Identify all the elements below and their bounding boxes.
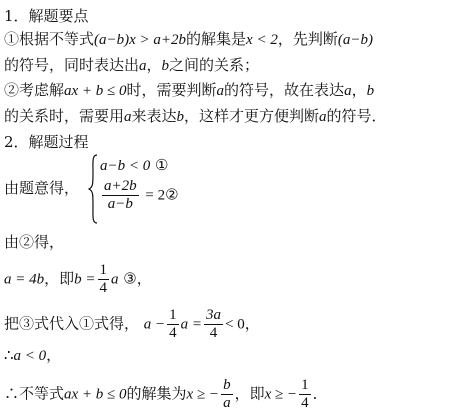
point-1-line-2: 的符号，同时表达出a，b之间的关系； xyxy=(4,56,260,74)
a-eq-line: a = 4b，即b = $\frac{1}{4}$ a ③， xyxy=(4,262,152,296)
fraction: $\frac{b}{a}$ xyxy=(223,377,231,411)
section-2-title: 2．解题过程 xyxy=(4,133,89,151)
point-2-line-2: 的关系时，需要用a来表达b，这样才更方便判断a的符号． xyxy=(4,107,387,125)
point-1-line: ①根据不等式(a−b)x > a+2b的解集是x < 2，先判断(a−b) xyxy=(4,30,373,48)
system-row-1: a−b < 0 ① xyxy=(100,156,169,174)
substitution-line: 把③式代入①式得， a − $\frac{1}{4}$ a = $\frac{3a}{4}$ < 0， xyxy=(4,307,260,341)
system-row-2: $\frac{a+2b}{a-b}$ = 2② xyxy=(104,178,179,212)
from-question-label: 由题意得， xyxy=(4,179,80,197)
conclusion-line: ∴不等式ax + b ≤ 0的解集为x ≥ − $\frac{b}{a}$ ，即x ≥ − $\frac{1}{4}$ ． xyxy=(4,377,328,411)
section-1-title: 1．解题要点 xyxy=(4,7,89,25)
fraction: $\frac{3a}{4}$ xyxy=(206,307,222,341)
fraction: $\frac{1}{4}$ xyxy=(301,377,309,411)
fraction: $\frac{a+2b}{a-b}$ xyxy=(104,178,137,212)
fraction: $\frac{1}{4}$ xyxy=(99,262,108,296)
point-2-line: ②考虑解ax + b ≤ 0时，需要判断a的符号，故在表达a，b xyxy=(4,81,375,99)
equation-system xyxy=(88,154,198,224)
fraction: $\frac{1}{4}$ xyxy=(169,307,177,341)
from-2-label: 由②得， xyxy=(4,233,65,251)
therefore-a-line: ∴a < 0， xyxy=(4,346,62,364)
left-brace-icon xyxy=(88,154,98,224)
